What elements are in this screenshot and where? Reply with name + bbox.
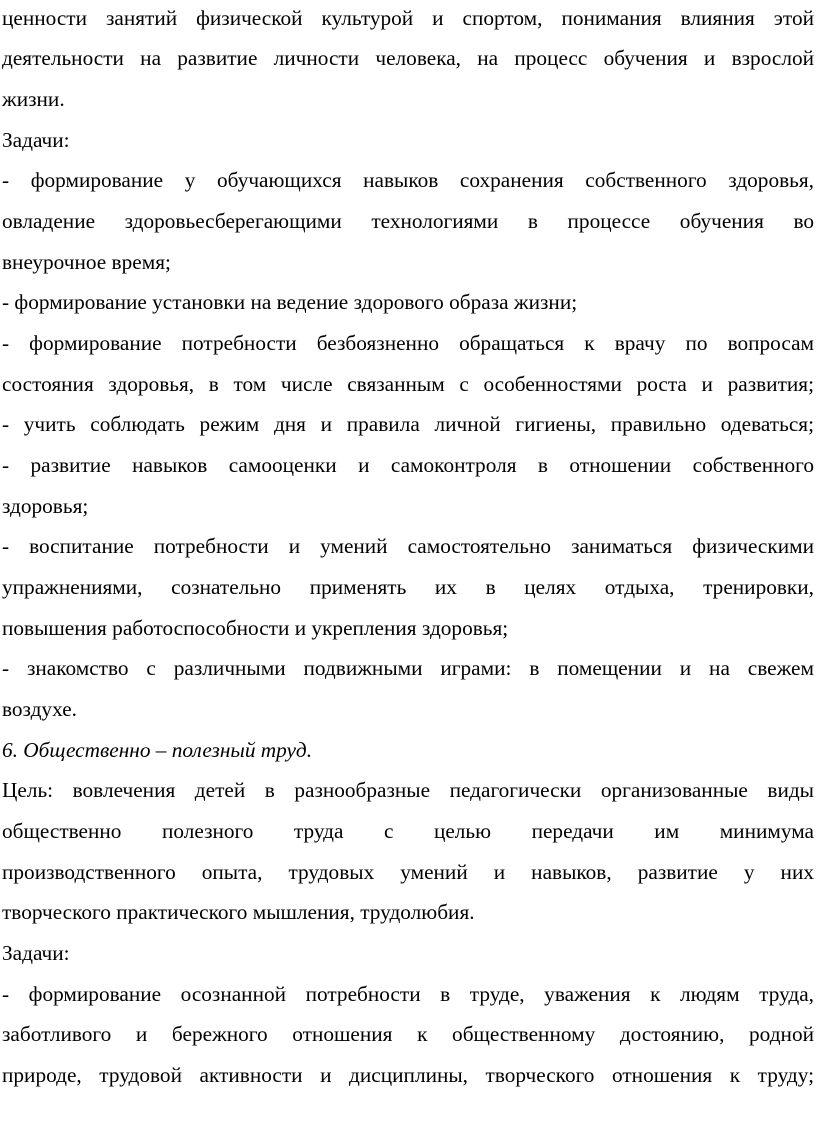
text-line: общественно полезного труда с целью передачи им минимума [2,819,814,843]
text-line: - знакомство с различными подвижными играми: в помещении и на свежем [2,656,814,680]
text-line: природе, трудовой активности и дисциплины, творческого отношения к труду; [2,1063,814,1087]
text-line: - формирование осознанной потребности в труде, уважения к людям труда, [2,982,814,1006]
text-line: заботливого и бережного отношения к общественному достоянию, родной [2,1022,814,1046]
text-line: Задачи: [2,941,70,965]
text-line: - формирование потребности безбоязненно обращаться к врачу по вопросам [2,331,814,355]
text-line: внеурочное время; [2,250,171,274]
text-line: Цель: вовлечения детей в разнообразные педагогически организованные виды [2,778,814,802]
text-line: повышения работоспособности и укрепления здоровья; [2,616,509,640]
text-line: производственного опыта, трудовых умений и навыков, развитие у них [2,860,814,884]
text-line: жизни. [2,87,65,111]
text-line: - формирование у обучающихся навыков сохранения собственного здоровья, [2,168,814,192]
text-line: ценности занятий физической культурой и спортом, понимания влияния этой [2,6,814,30]
text-line: здоровья; [2,494,89,518]
text-line: - воспитание потребности и умений самостоятельно заниматься физическими [2,534,814,558]
text-line: деятельности на развитие личности человека, на процесс обучения и взрослой [2,46,814,70]
section-heading: 6. Общественно – полезный труд. [2,738,313,762]
text-line: - учить соблюдать режим дня и правила личной гигиены, правильно одеваться; [2,412,814,436]
text-line: упражнениями, сознательно применять их в целях отдыха, тренировки, [2,575,814,599]
text-line: - развитие навыков самооценки и самоконтроля в отношении собственного [2,453,814,477]
text-line: - формирование установки на ведение здорового образа жизни; [2,290,578,314]
text-line: воздухе. [2,697,77,721]
text-line: творческого практического мышления, трудолюбия. [2,900,475,924]
text-line: Задачи: [2,128,70,152]
text-line: состояния здоровья, в том числе связанным с особенностями роста и развития; [2,372,814,396]
text-line: овладение здоровьесберегающими технологиями в процессе обучения во [2,209,814,233]
